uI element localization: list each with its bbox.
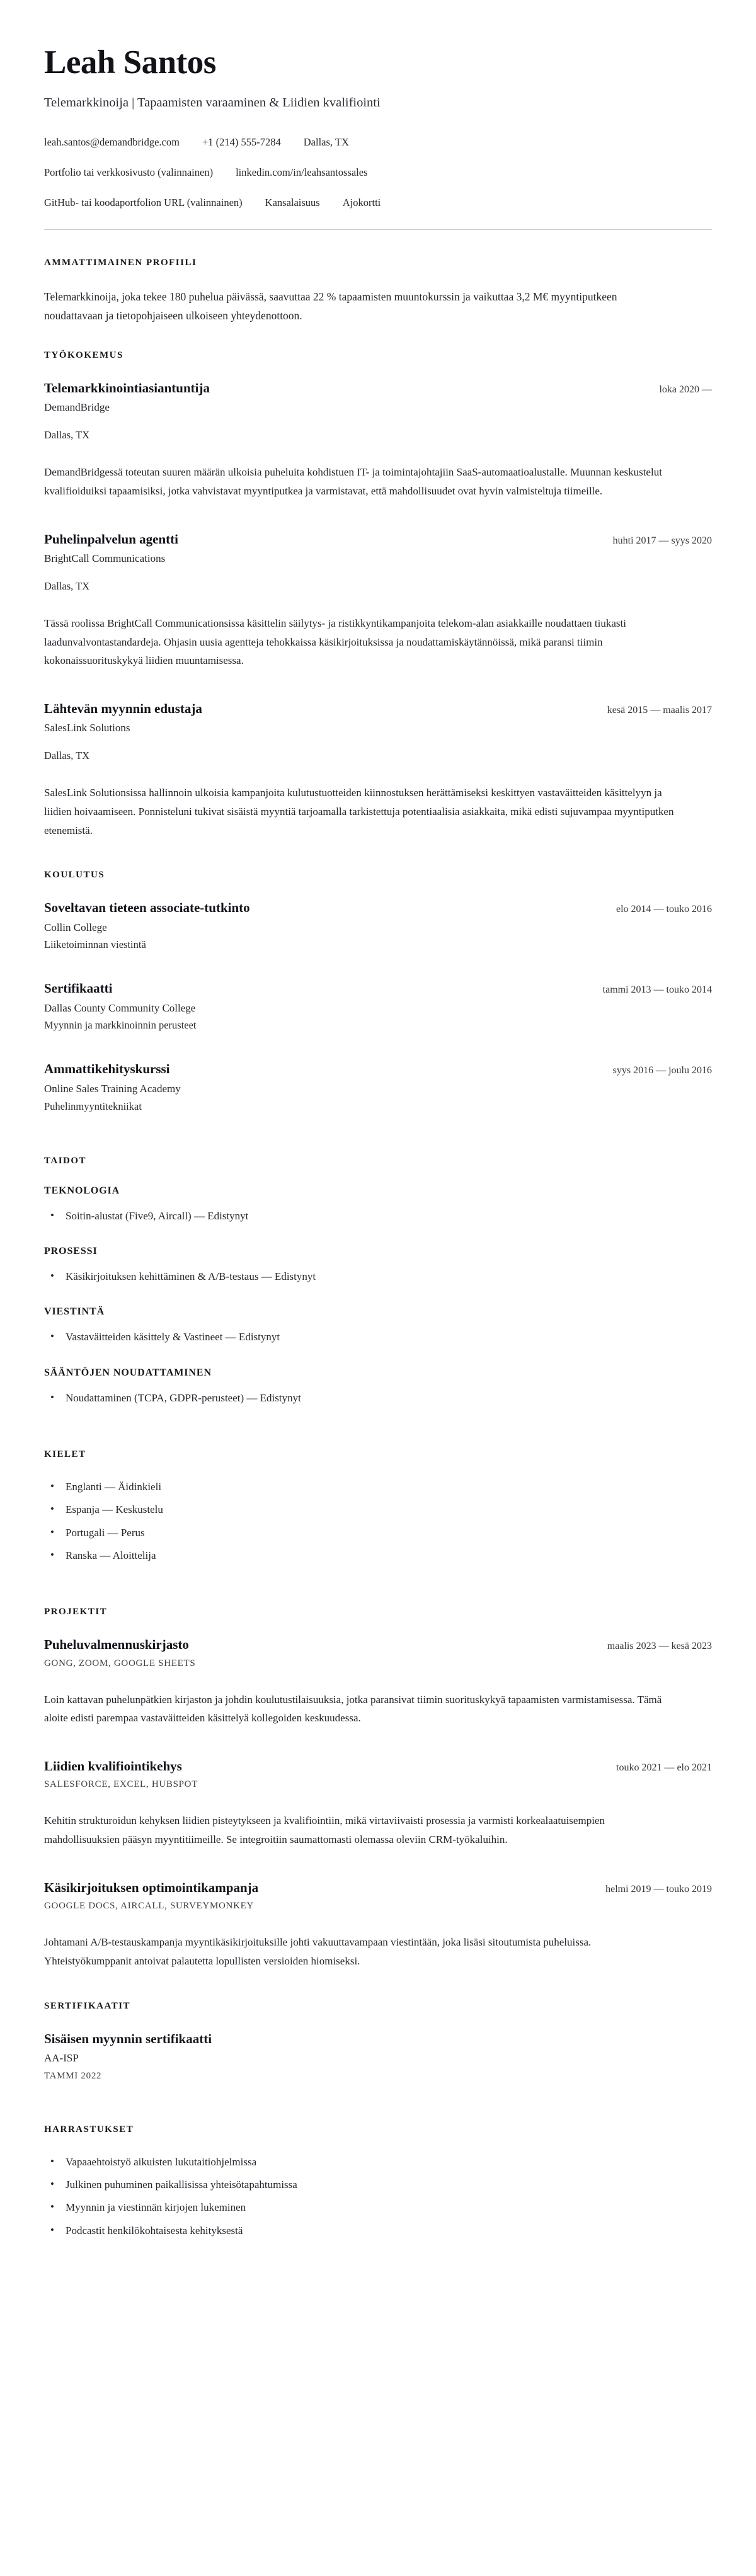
skill-list [44,1390,712,1406]
header-divider [44,229,712,230]
hobby-item: • Myynnin ja viestinnän kirjojen lukeminen [44,2199,712,2216]
project-title: Käsikirjoituksen optimointikampanja [44,1879,259,1895]
experience-dates: loka 2020 — [659,384,712,396]
experience-job-title: Puhelinpalvelun agentti [44,531,178,547]
project-tech-stack: GOOGLE DOCS, AIRCALL, SURVEYMONKEY [44,1901,255,1912]
experience-description: DemandBridgessä toteutan suuren määrän ulkoisia puheluita kohdistuen IT- ja toimintajohtajiin SaaS-automaatioalustalle. Muunnan keskustelut kvalifioiduiksi tapaamisiksi, jotka vahvistavat myyntiputkea ja varmistavat, että mahdollisuudet ovat hyvin valmisteltuja tiimeille. [44,466,662,498]
project-dates: helmi 2019 — touko 2019 [605,1883,712,1895]
experience-entry-head [44,531,712,547]
section-title-education: KOULUTUS [44,870,105,881]
language-list [44,1479,712,1564]
experience-location: Dallas, TX [44,749,90,762]
education-entry [44,980,712,1032]
section-title-projects: PROJEKTIT [44,1607,108,1617]
hobby-item: • Podcastit henkilökohtaisesta kehityksestä [44,2223,712,2239]
education-entry-head [44,980,712,996]
skill-group [44,1367,712,1406]
project-entry [44,1879,712,1971]
section-hobbies [44,2124,712,2239]
section-languages [44,1449,712,1564]
hobby-list [44,2154,712,2239]
skill-list [44,1329,712,1345]
education-field: Puhelinmyyntitekniikat [44,1100,142,1112]
contact-linkedin[interactable]: linkedin.com/in/leahsantossales [236,166,368,179]
resume-header [44,45,712,210]
education-degree: Ammattikehityskurssi [44,1061,170,1077]
skill-item: • Soitin-alustat (Five9, Aircall) — Edistynyt [44,1208,712,1224]
education-dates: tammi 2013 — touko 2014 [602,984,712,996]
experience-dates: kesä 2015 — maalis 2017 [607,705,712,716]
section-skills [44,1156,712,1406]
project-entry-head [44,1636,712,1653]
section-title-certificates: SERTIFIKAATIT [44,2000,131,2011]
certificate-entry [44,2031,712,2082]
education-field: Myynnin ja markkinoinnin perusteet [44,1019,197,1032]
experience-description: Tässä roolissa BrightCall Communicationsissa käsittelin säilytys- ja ristikkyntikampanjoita telekom-alan asiakkaille noudattaen tiukasti laadunvalvontastandardeja. Ohjasin uusia agentteja tehokkaissa käsikirjoituksissa ja noudattamiskäytännöissä, mikä paransi tiimin kokonaissuorituskykyä liidien muuntamisessa. [44,617,626,667]
skill-group-name: SÄÄNTÖJEN NOUDATTAMINEN [44,1367,212,1378]
section-education [44,870,712,1112]
language-item: • Espanja — Keskustelu [44,1502,712,1518]
education-institution: Dallas County Community College [44,1001,196,1014]
education-field: Liiketoiminnan viestintä [44,938,146,951]
section-title-hobbies: HARRASTUKSET [44,2124,134,2134]
education-entry-head [44,899,712,916]
skill-group-name: TEKNOLOGIA [44,1185,120,1196]
experience-location: Dallas, TX [44,429,90,442]
skill-list [44,1208,712,1224]
education-institution: Online Sales Training Academy [44,1082,181,1095]
education-entry [44,1061,712,1112]
project-description: Loin kattavan puhelunpätkien kirjaston ja johdin koulutustilaisuuksia, jotka paransivat tiimin suorituskykyä tapaamisten varmistamisessa. Tämä aloite edisti parempaa vastaväitteiden käsittelyä kollegoiden keskuudessa. [44,1693,662,1724]
project-title: Liidien kvalifiointikehys [44,1758,182,1774]
education-entry [44,899,712,951]
project-dates: maalis 2023 — kesä 2023 [607,1641,712,1652]
experience-entry [44,700,712,840]
experience-dates: huhti 2017 — syys 2020 [612,535,712,546]
experience-description: SalesLink Solutionsissa hallinnoin ulkoisia kampanjoita kulutustuotteiden kiinnostuksen herättämiseksi keskittyen vastaväitteiden käsittelyyn ja liidien hoivaamiseen. Ponnisteluni tukivat sisäistä myyntiä tarjoamalla tarkistettuja potentiaalisia asiakkaita, mikä edisti sujuvampaa myyntiputken etenemistä. [44,787,674,836]
spacer [44,2089,712,2124]
skill-group [44,1306,712,1345]
skill-group-name: VIESTINTÄ [44,1306,105,1318]
skill-list [44,1268,712,1285]
experience-entry-head [44,380,712,396]
education-entry-head [44,1061,712,1077]
skill-item: • Vastaväitteiden käsittely & Vastineet — Edistynyt [44,1329,712,1345]
language-item: • Portugali — Perus [44,1525,712,1541]
spacer [44,1120,712,1156]
profile-summary-text: Telemarkkinoija, joka tekee 180 puhelua päivässä, saavuttaa 22 % tapaamisten muuntokurssin ja vaikuttaa 3,2 M€ myyntiputkeen noudattavaan ja tietopohjaiseen ulkoiseen yhteydenottoon. [44,290,617,322]
project-entry [44,1636,712,1728]
section-experience [44,350,712,840]
section-title-languages: KIELET [44,1449,86,1459]
skill-item: • Noudattaminen (TCPA, GDPR-perusteet) — Edistynyt [44,1390,712,1406]
skill-group [44,1246,712,1285]
experience-job-title: Lähtevän myynnin edustaja [44,701,202,717]
skill-group-name: PROSESSI [44,1245,98,1257]
spacer [44,959,712,980]
section-certificates [44,2001,712,2082]
experience-job-title: Telemarkkinointiasiantuntija [44,380,210,396]
education-dates: elo 2014 — touko 2016 [616,904,712,915]
section-title-skills: TAIDOT [44,1155,87,1166]
project-entry-head [44,1758,712,1774]
experience-company: DemandBridge [44,401,110,414]
experience-entry-head [44,700,712,717]
experience-location: Dallas, TX [44,579,90,592]
education-institution: Collin College [44,921,107,933]
experience-entry [44,531,712,670]
language-item: • Ranska — Aloittelija [44,1547,712,1564]
certificate-title: Sisäisen myynnin sertifikaatti [44,2031,212,2046]
section-projects [44,1607,712,1970]
skill-group [44,1185,712,1224]
project-entry [44,1758,712,1849]
project-title: Puheluvalmennuskirjasto [44,1637,189,1653]
language-item: • Englanti — Äidinkieli [44,1479,712,1495]
contact-phone[interactable]: +1 (214) 555-7284 [202,136,281,149]
project-description: Johtamani A/B-testauskampanja myyntikäsikirjoituksille johti vakuuttavampaan viestintään, joka lisäsi sitoutumista puheluissa. Yhteistyökumppanit antoivat palautetta lopullisten versioiden hiomiseksi. [44,1936,592,1967]
contact-row-primary [44,135,712,150]
candidate-name: Leah Santos [44,44,216,81]
education-degree: Sertifikaatti [44,981,113,996]
spacer [44,1428,712,1449]
section-profile [44,258,712,325]
contact-row-extra [44,195,712,210]
section-title-experience: TYÖKOKEMUS [44,350,123,361]
project-tech-stack: GONG, ZOOM, GOOGLE SHEETS [44,1658,196,1668]
experience-company: SalesLink Solutions [44,722,130,734]
experience-entry [44,380,712,501]
section-title-profile: AMMATTIMAINEN PROFIILI [44,258,197,268]
education-dates: syys 2016 — joulu 2016 [612,1065,712,1076]
skill-item: • Käsikirjoituksen kehittäminen & A/B-testaus — Edistynyt [44,1268,712,1285]
project-entry-head [44,1879,712,1896]
education-degree: Soveltavan tieteen associate-tutkinto [44,900,250,916]
contact-email[interactable]: leah.santos@demandbridge.com [44,136,180,149]
contact-citizenship: Kansalaisuus [265,197,320,209]
certificate-date: TAMMI 2022 [44,2070,102,2081]
certificate-issuer: AA-ISP [44,2051,79,2064]
spacer [44,1039,712,1061]
hobby-item: • Julkinen puhuminen paikallisissa yhteisötapahtumissa [44,2177,712,2193]
contact-row-web [44,165,712,180]
spacer [44,1585,712,1607]
contact-drivers-license: Ajokortti [342,197,381,209]
hobby-item: • Vapaaehtoistyö aikuisten lukutaitiohjelmissa [44,2154,712,2170]
experience-company: BrightCall Communications [44,552,166,565]
project-description: Kehitin strukturoidun kehyksen liidien pisteytykseen ja kvalifiointiin, mikä virtaviivaisti prosessia ja varmisti korkealaatuisempien mahdollisuuksien pääsyn myyntitiimeille. Se integroitiin saumattomasti olemassa oleviin CRM-työkaluihin. [44,1815,605,1846]
contact-portfolio[interactable]: Portfolio tai verkkosivusto (valinnainen) [44,166,214,179]
project-tech-stack: SALESFORCE, EXCEL, HUBSPOT [44,1779,198,1790]
contact-location: Dallas, TX [303,136,349,149]
project-dates: touko 2021 — elo 2021 [616,1762,712,1774]
candidate-headline: Telemarkkinoija | Tapaamisten varaaminen & Liidien kvalifiointi [44,95,381,110]
contact-github[interactable]: GitHub- tai koodaportfolion URL (valinnainen) [44,197,243,209]
